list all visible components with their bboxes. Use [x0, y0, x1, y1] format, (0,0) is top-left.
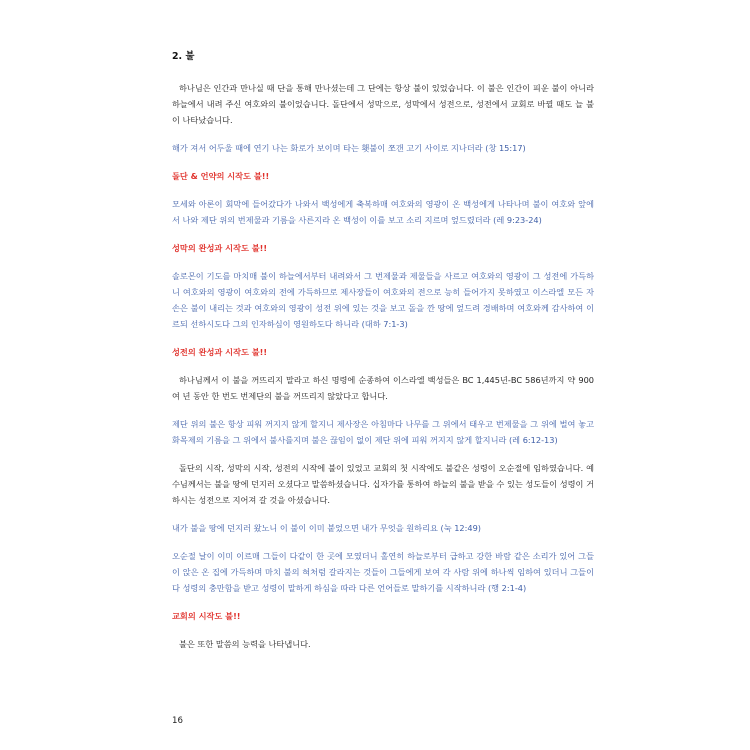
pentecost-paragraph: 돌단의 시작, 성막의 시작, 성전의 시작에 불이 있었고 교회의 첫 시작에도 불같은 성령이 오순절에 임하였습니다. 예수님께서는 불을 땅에 던지러 오셨다고 말씀하셨습니다. 십자가를 통하여 하늘의 불을 받을 수 있는 성도들이 성령이 거하시는 성전으로 지어져 갈 것을 아셨습니다.	[172, 463, 594, 505]
intro-paragraph: 하나님은 인간과 만나실 때 단을 통해 만나셨는데 그 단에는 항상 불이 있었습니다. 이 불은 인간이 피운 불이 아니라 하늘에서 내려 주신 여호와의 불이었습니다. 돌단에서 성막으로, 성막에서 성전으로, 성전에서 교회로 바뀔 때도 늘 불이 나타났습니다.	[172, 83, 594, 125]
scripture-chronicles: 솔로몬이 기도를 마치매 불이 하늘에서부터 내려와서 그 번제물과 제물들을 사르고 여호와의 영광이 그 성전에 가득하니 여호와의 영광이 여호와의 전에 가득하므로 제사장들이 여호와의 전으로 능히 들어가지 못하였고 이스라엘 모든 자손은 불이 내리는 것과 여호와의 영광이 성전 위에 있는 것을 보고 돌을 깐 땅에 엎드려 경배하며 여호와께 감사하여 이르되 선하시도다 그의 인자하심이 영원하도다 하니라 (대하 7:1-3)	[172, 271, 594, 329]
scripture-genesis: 해가 져서 어두울 때에 연기 나는 화로가 보이며 타는 횃불이 쪼갠 고기 사이로 지나더라 (창 15:17)	[172, 143, 526, 153]
closing-paragraph: 불은 또한 말씀의 능력을 나타냅니다.	[179, 639, 311, 649]
page-number: 16	[172, 716, 183, 726]
page-content	[172, 40, 594, 652]
subheading-tabernacle: 성막의 완성과 시작도 불!!	[172, 243, 268, 253]
section-title: 2. 불	[172, 51, 195, 62]
scripture-luke: 내가 불을 땅에 던지러 왔노니 이 불이 이미 붙었으면 내가 무엇을 원하리요 (눅 12:49)	[172, 523, 482, 533]
obedience-paragraph: 하나님께서 이 불을 꺼뜨리지 말라고 하신 명령에 순종하여 이스라엘 백성들은 BC 1,445년-BC 586년까지 약 900여 년 동안 한 번도 번제단의 불을 꺼뜨리지 않았다고 합니다.	[172, 375, 594, 401]
subheading-altar: 돌단 & 언약의 시작도 불!!	[172, 171, 270, 181]
scripture-acts: 오순절 날이 이미 이르매 그들이 다같이 한 곳에 모였더니 홀연히 하늘로부터 급하고 강한 바람 같은 소리가 있어 그들이 앉은 온 집에 가득하며 마치 불의 혀처럼 갈라지는 것들이 그들에게 보여 각 사람 위에 하나씩 임하여 있더니 그들이 다 성령의 충만함을 받고 성령이 말하게 하심을 따라 다른 언어들로 말하기를 시작하니라 (행 2:1-4)	[172, 551, 594, 593]
subheading-temple: 성전의 완성과 시작도 불!!	[172, 347, 268, 357]
subheading-church: 교회의 시작도 불!!	[172, 611, 241, 621]
scripture-leviticus-9: 모세와 아론이 회막에 들어갔다가 나와서 백성에게 축복하매 여호와의 영광이 온 백성에게 나타나며 불이 여호와 앞에서 나와 제단 위의 번제물과 기름을 사른지라 온 백성이 이를 보고 소리 지르며 엎드렸더라 (레 9:23-24)	[172, 199, 594, 225]
scripture-leviticus-6: 제단 위의 불은 항상 피워 꺼지지 않게 할지니 제사장은 아침마다 나무를 그 위에서 태우고 번제물을 그 위에 벌여 놓고 화목제의 기름을 그 위에서 불사를지며 불은 끊임이 없이 제단 위에 피워 꺼지지 않게 할지니라 (레 6:12-13)	[172, 419, 594, 445]
